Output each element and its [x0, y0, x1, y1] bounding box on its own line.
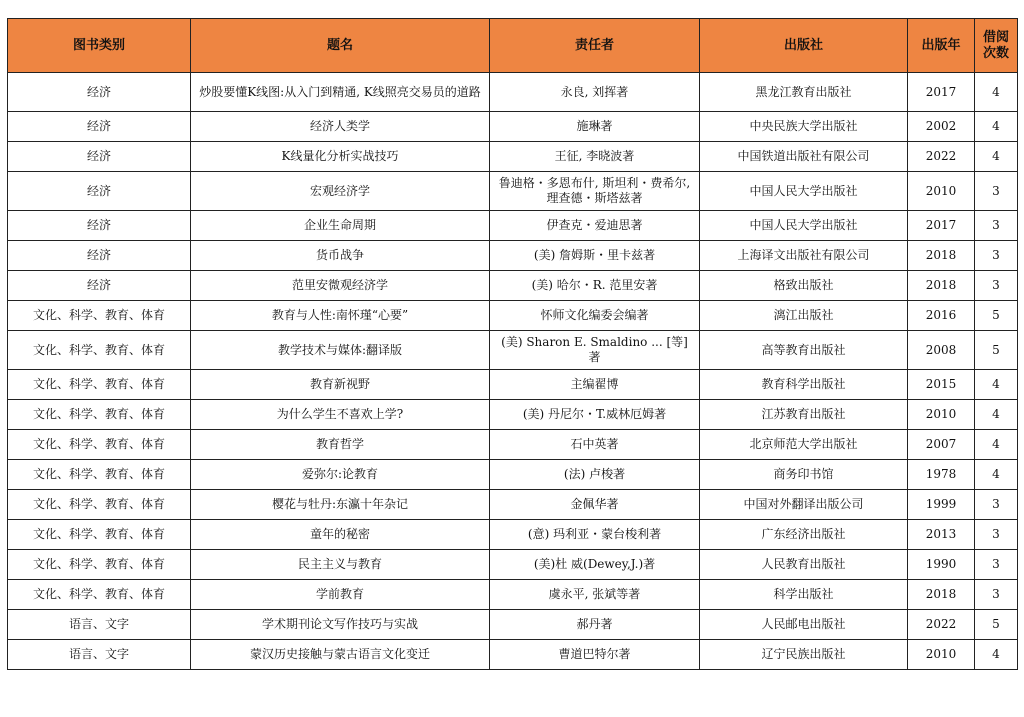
header-author: 责任者: [490, 19, 700, 73]
cell-category: 文化、科学、教育、体育: [8, 331, 191, 370]
cell-title: 范里安微观经济学: [191, 271, 490, 301]
cell-category: 经济: [8, 112, 191, 142]
cell-loan-count: 4: [975, 142, 1018, 172]
cell-year: 2010: [908, 640, 975, 670]
table-row: [8, 370, 1018, 400]
cell-year: 2015: [908, 370, 975, 400]
cell-author: 郝丹著: [490, 610, 700, 640]
cell-loan-count: 4: [975, 640, 1018, 670]
cell-category: 经济: [8, 211, 191, 241]
table-row: [8, 172, 1018, 211]
cell-publisher: 中国人民大学出版社: [700, 211, 908, 241]
header-publisher: 出版社: [700, 19, 908, 73]
cell-title: 学前教育: [191, 580, 490, 610]
cell-author: (法) 卢梭著: [490, 460, 700, 490]
cell-title: 民主主义与教育: [191, 550, 490, 580]
cell-year: 1999: [908, 490, 975, 520]
cell-publisher: 商务印书馆: [700, 460, 908, 490]
cell-author: (美) 哈尔・R. 范里安著: [490, 271, 700, 301]
cell-publisher: 黑龙江教育出版社: [700, 73, 908, 112]
cell-category: 文化、科学、教育、体育: [8, 301, 191, 331]
cell-loan-count: 4: [975, 370, 1018, 400]
cell-year: 2010: [908, 172, 975, 211]
cell-publisher: 人民教育出版社: [700, 550, 908, 580]
cell-loan-count: 3: [975, 580, 1018, 610]
header-category: 图书类别: [8, 19, 191, 73]
table-row: [8, 331, 1018, 370]
cell-author: 曹道巴特尔著: [490, 640, 700, 670]
cell-loan-count: 4: [975, 460, 1018, 490]
cell-author: 金佩华著: [490, 490, 700, 520]
cell-publisher: 中国铁道出版社有限公司: [700, 142, 908, 172]
cell-publisher: 江苏教育出版社: [700, 400, 908, 430]
cell-author: (意) 玛利亚・蒙台梭利著: [490, 520, 700, 550]
cell-year: 1978: [908, 460, 975, 490]
cell-loan-count: 3: [975, 271, 1018, 301]
cell-publisher: 中央民族大学出版社: [700, 112, 908, 142]
cell-title: 蒙汉历史接触与蒙古语言文化变迁: [191, 640, 490, 670]
cell-category: 文化、科学、教育、体育: [8, 400, 191, 430]
cell-author: (美) 丹尼尔・T.威林厄姆著: [490, 400, 700, 430]
table-row: [8, 271, 1018, 301]
cell-author: 鲁迪格・多恩布什, 斯坦利・费希尔, 理查德・斯塔兹著: [490, 172, 700, 211]
table-row: [8, 520, 1018, 550]
table-row: [8, 112, 1018, 142]
cell-publisher: 上海译文出版社有限公司: [700, 241, 908, 271]
table-row: [8, 241, 1018, 271]
cell-author: (美)杜 威(Dewey,J.)著: [490, 550, 700, 580]
cell-loan-count: 5: [975, 301, 1018, 331]
cell-year: 1990: [908, 550, 975, 580]
cell-title: 樱花与牡丹:东瀛十年杂记: [191, 490, 490, 520]
cell-publisher: 格致出版社: [700, 271, 908, 301]
cell-loan-count: 3: [975, 490, 1018, 520]
cell-author: 王征, 李晓波著: [490, 142, 700, 172]
cell-publisher: 广东经济出版社: [700, 520, 908, 550]
cell-publisher: 高等教育出版社: [700, 331, 908, 370]
cell-loan-count: 4: [975, 400, 1018, 430]
header-title: 题名: [191, 19, 490, 73]
cell-year: 2008: [908, 331, 975, 370]
cell-year: 2002: [908, 112, 975, 142]
cell-title: 经济人类学: [191, 112, 490, 142]
cell-loan-count: 4: [975, 112, 1018, 142]
cell-category: 经济: [8, 73, 191, 112]
cell-author: 施琳著: [490, 112, 700, 142]
cell-year: 2010: [908, 400, 975, 430]
cell-year: 2022: [908, 142, 975, 172]
cell-title: 宏观经济学: [191, 172, 490, 211]
cell-category: 经济: [8, 271, 191, 301]
cell-category: 文化、科学、教育、体育: [8, 460, 191, 490]
cell-year: 2013: [908, 520, 975, 550]
cell-publisher: 辽宁民族出版社: [700, 640, 908, 670]
cell-publisher: 教育科学出版社: [700, 370, 908, 400]
cell-year: 2016: [908, 301, 975, 331]
cell-loan-count: 3: [975, 172, 1018, 211]
cell-title: 教育与人性:南怀瑾“心要”: [191, 301, 490, 331]
cell-category: 经济: [8, 142, 191, 172]
cell-loan-count: 4: [975, 430, 1018, 460]
cell-publisher: 漓江出版社: [700, 301, 908, 331]
cell-category: 文化、科学、教育、体育: [8, 370, 191, 400]
cell-category: 文化、科学、教育、体育: [8, 580, 191, 610]
table-row: [8, 142, 1018, 172]
cell-loan-count: 3: [975, 520, 1018, 550]
table-row: [8, 460, 1018, 490]
cell-loan-count: 3: [975, 241, 1018, 271]
cell-year: 2017: [908, 73, 975, 112]
cell-title: K线量化分析实战技巧: [191, 142, 490, 172]
cell-category: 经济: [8, 241, 191, 271]
cell-publisher: 中国对外翻译出版公司: [700, 490, 908, 520]
cell-category: 文化、科学、教育、体育: [8, 490, 191, 520]
cell-author: 虞永平, 张斌等著: [490, 580, 700, 610]
cell-author: 主编翟博: [490, 370, 700, 400]
cell-year: 2017: [908, 211, 975, 241]
cell-title: 爱弥尔:论教育: [191, 460, 490, 490]
book-loan-table: [7, 18, 1018, 670]
cell-author: (美) Sharon E. Smaldino ... [等] 著: [490, 331, 700, 370]
table-row: [8, 400, 1018, 430]
cell-title: 为什么学生不喜欢上学?: [191, 400, 490, 430]
cell-category: 语言、文字: [8, 640, 191, 670]
cell-loan-count: 5: [975, 610, 1018, 640]
header-loan-count: 借阅次数: [975, 19, 1018, 73]
table-body: [8, 73, 1018, 670]
cell-category: 文化、科学、教育、体育: [8, 520, 191, 550]
cell-author: 伊查克・爱迪思著: [490, 211, 700, 241]
table-row: [8, 640, 1018, 670]
cell-category: 经济: [8, 172, 191, 211]
cell-loan-count: 3: [975, 211, 1018, 241]
cell-year: 2007: [908, 430, 975, 460]
cell-title: 货币战争: [191, 241, 490, 271]
cell-title: 童年的秘密: [191, 520, 490, 550]
cell-title: 教学技术与媒体:翻译版: [191, 331, 490, 370]
cell-publisher: 北京师范大学出版社: [700, 430, 908, 460]
cell-author: (美) 詹姆斯・里卡兹著: [490, 241, 700, 271]
cell-publisher: 科学出版社: [700, 580, 908, 610]
table-row: [8, 610, 1018, 640]
table-row: [8, 211, 1018, 241]
table-row: [8, 580, 1018, 610]
table-header-row: [8, 19, 1018, 73]
cell-title: 学术期刊论文写作技巧与实战: [191, 610, 490, 640]
cell-category: 文化、科学、教育、体育: [8, 430, 191, 460]
table-row: [8, 301, 1018, 331]
table-row: [8, 430, 1018, 460]
table-row: [8, 490, 1018, 520]
cell-title: 教育新视野: [191, 370, 490, 400]
cell-loan-count: 3: [975, 550, 1018, 580]
cell-loan-count: 5: [975, 331, 1018, 370]
table-row: [8, 73, 1018, 112]
cell-year: 2018: [908, 271, 975, 301]
cell-title: 企业生命周期: [191, 211, 490, 241]
cell-year: 2022: [908, 610, 975, 640]
table-row: [8, 550, 1018, 580]
cell-author: 怀师文化编委会编著: [490, 301, 700, 331]
cell-category: 语言、文字: [8, 610, 191, 640]
cell-year: 2018: [908, 241, 975, 271]
cell-author: 永良, 刘挥著: [490, 73, 700, 112]
cell-title: 教育哲学: [191, 430, 490, 460]
cell-publisher: 中国人民大学出版社: [700, 172, 908, 211]
cell-category: 文化、科学、教育、体育: [8, 550, 191, 580]
cell-year: 2018: [908, 580, 975, 610]
cell-loan-count: 4: [975, 73, 1018, 112]
cell-title: 炒股要懂K线图:从入门到精通, K线照亮交易员的道路: [191, 73, 490, 112]
header-year: 出版年: [908, 19, 975, 73]
cell-publisher: 人民邮电出版社: [700, 610, 908, 640]
cell-author: 石中英著: [490, 430, 700, 460]
